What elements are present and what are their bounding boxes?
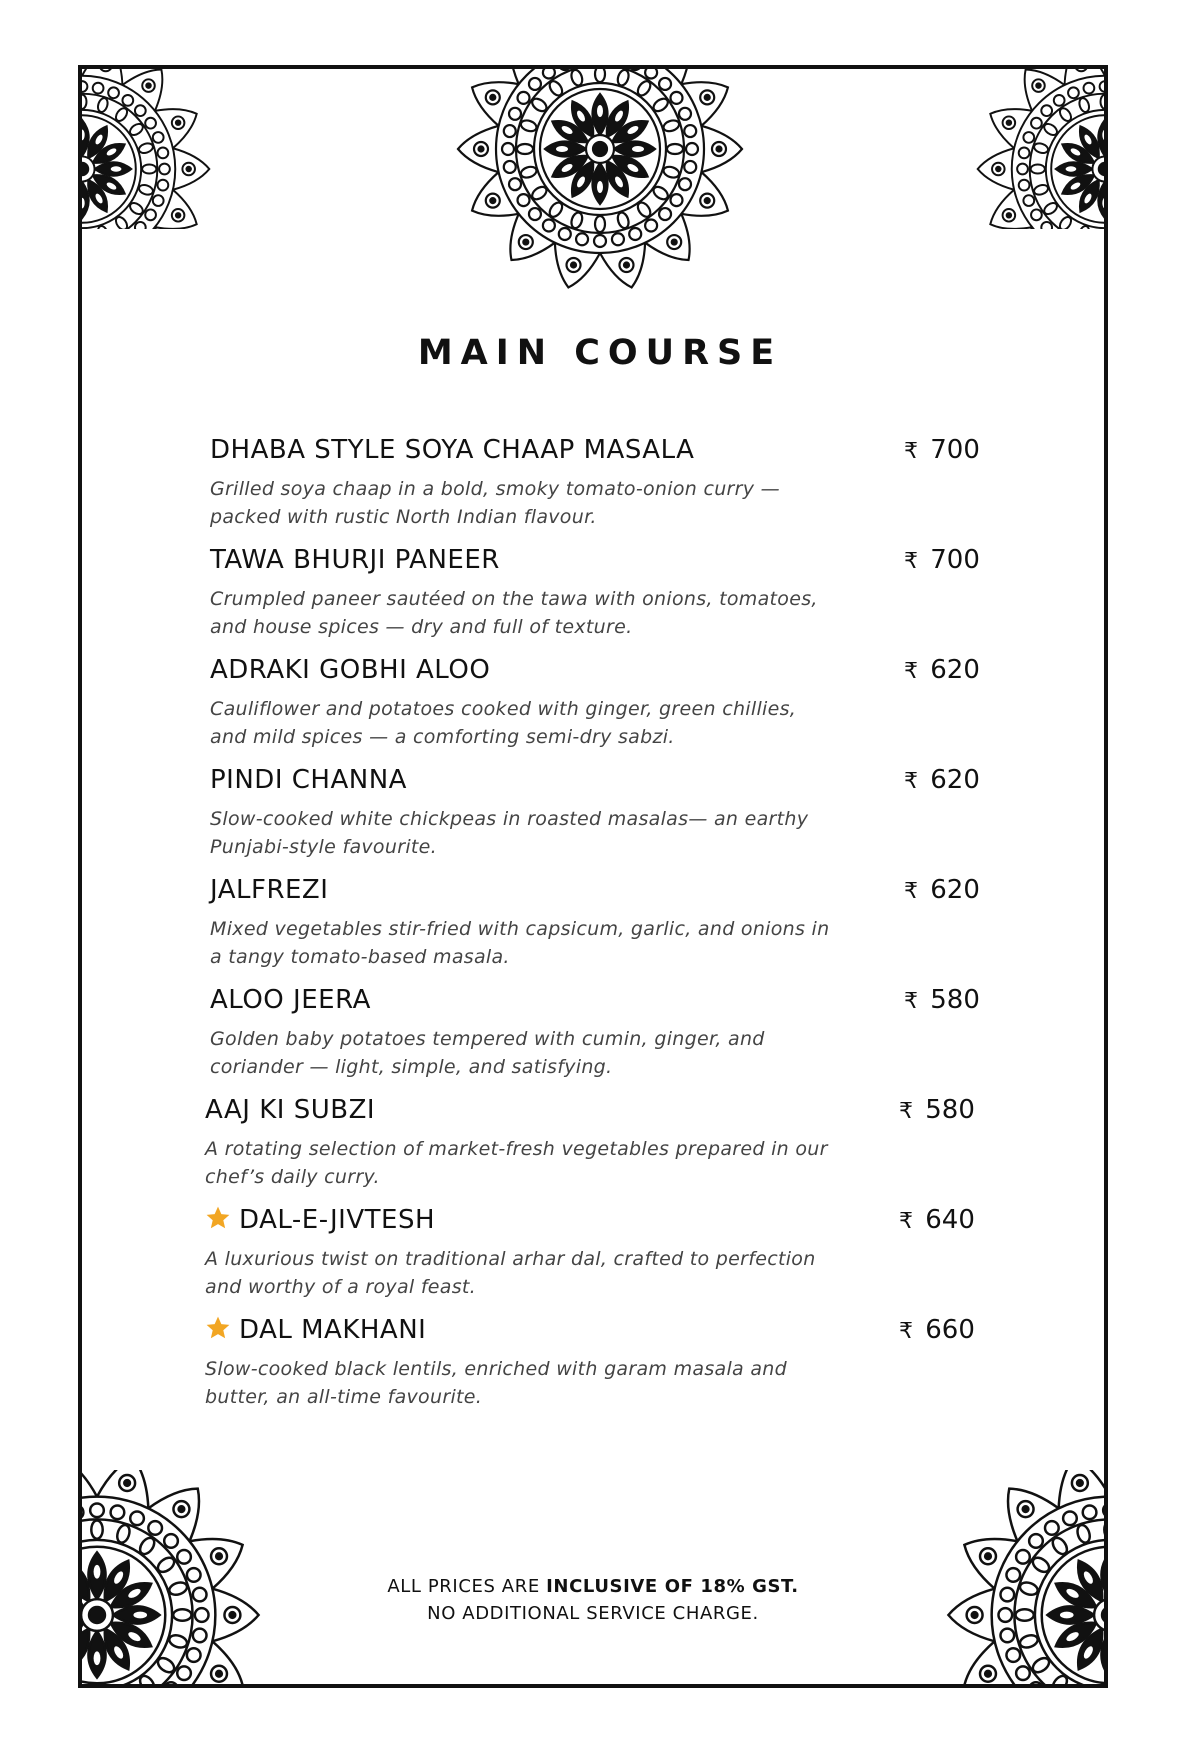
rupee-symbol: ₹: [904, 439, 918, 464]
menu-item-name: DAL MAKHANI: [205, 1315, 426, 1345]
menu-item: [205, 1095, 985, 1195]
menu-item-price: ₹ 660: [899, 1315, 975, 1345]
menu-item-price: ₹ 620: [904, 875, 980, 905]
menu-item: [205, 1205, 985, 1305]
rupee-symbol: ₹: [904, 549, 918, 574]
menu-item-name: TAWA BHURJI PANEER: [210, 545, 500, 575]
menu-item-name: ALOO JEERA: [210, 985, 371, 1015]
menu-item-price: ₹ 620: [904, 655, 980, 685]
menu-item-name: DHABA STYLE SOYA CHAAP MASALA: [210, 435, 695, 465]
menu-item: [210, 985, 990, 1085]
rupee-symbol: ₹: [904, 879, 918, 904]
rupee-symbol: ₹: [904, 769, 918, 794]
menu-item-name: JALFREZI: [210, 875, 329, 905]
menu-item: [210, 765, 990, 865]
star-icon: [205, 1205, 231, 1231]
rupee-symbol: ₹: [899, 1099, 913, 1124]
menu-item-description: Golden baby potatoes tempered with cumin, ginger, and coriander — light, simple, and satisfying.: [210, 1028, 765, 1078]
menu-item-price: ₹ 620: [904, 765, 980, 795]
mandala-top-left: [82, 69, 212, 229]
menu-item: [210, 545, 990, 645]
menu-item-description: Mixed vegetables stir-fried with capsicum, garlic, and onions in a tangy tomato-based masala.: [210, 918, 830, 968]
menu-item-description: Slow-cooked black lentils, enriched with garam masala and butter, an all-time favourite.: [205, 1358, 787, 1408]
rupee-symbol: ₹: [899, 1209, 913, 1234]
rupee-symbol: ₹: [899, 1319, 913, 1344]
menu-item-description: A rotating selection of market-fresh vegetables prepared in our chef’s daily curry.: [205, 1138, 828, 1188]
star-icon: [205, 1315, 231, 1341]
price-note-line-2: NO ADDITIONAL SERVICE CHARGE.: [427, 1603, 759, 1624]
menu-item: [210, 655, 990, 755]
menu-item-price: ₹ 580: [904, 985, 980, 1015]
menu-item-name: PINDI CHANNA: [210, 765, 407, 795]
rupee-symbol: ₹: [904, 989, 918, 1014]
menu-item: [210, 435, 990, 535]
menu-item: [205, 1315, 985, 1415]
menu-item-description: Cauliflower and potatoes cooked with ginger, green chillies, and mild spices — a comforting semi-dry sabzi.: [210, 698, 797, 748]
mandala-top-right: [975, 69, 1104, 229]
price-note-line-1: ALL PRICES ARE INCLUSIVE OF 18% GST.: [387, 1576, 799, 1597]
menu-item-description: Crumpled paneer sautéed on the tawa with onions, tomatoes, and house spices — dry and full of texture.: [210, 588, 818, 638]
menu-item-name: ADRAKI GOBHI ALOO: [210, 655, 491, 685]
price-note: [0, 1573, 1186, 1627]
menu-item-price: ₹ 580: [899, 1095, 975, 1125]
menu-item-description: Slow-cooked white chickpeas in roasted masalas— an earthy Punjabi-style favourite.: [210, 808, 809, 858]
menu-item-name: AAJ KI SUBZI: [205, 1095, 376, 1125]
mandala-top-center: [455, 69, 745, 294]
menu-item-description: A luxurious twist on traditional arhar dal, crafted to perfection and worthy of a royal feast.: [205, 1248, 816, 1298]
menu-item-name: DAL-E-JIVTESH: [205, 1205, 435, 1235]
price-note-bold: INCLUSIVE OF 18% GST.: [546, 1576, 799, 1597]
rupee-symbol: ₹: [904, 659, 918, 684]
menu-item: [210, 875, 990, 975]
menu-item-price: ₹ 700: [904, 545, 980, 575]
menu-item-price: ₹ 640: [899, 1205, 975, 1235]
menu-item-description: Grilled soya chaap in a bold, smoky tomato-onion curry — packed with rustic North Indian flavour.: [210, 478, 780, 528]
page-title: MAIN COURSE: [417, 333, 783, 373]
menu-item-price: ₹ 700: [904, 435, 980, 465]
